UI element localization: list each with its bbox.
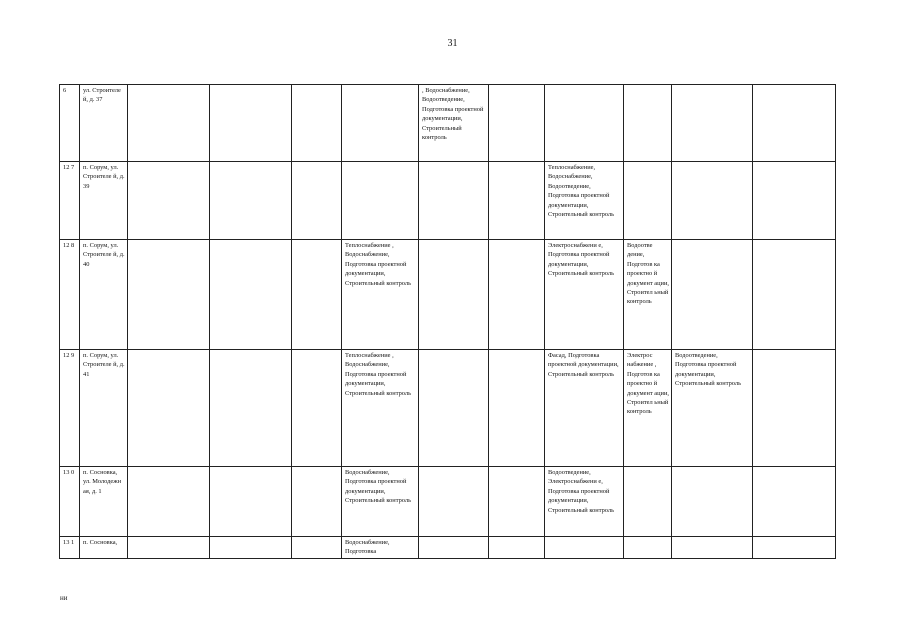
- address-cell: ул. Строителе й, д. 37: [80, 85, 128, 162]
- row-number-cell: 12 8: [60, 240, 80, 350]
- works-cell: [753, 537, 836, 559]
- works-cell: [292, 350, 342, 467]
- works-cell: Водоснабжение, Подготовка проектной документации, Строительный контроль: [342, 467, 419, 537]
- works-cell: [292, 467, 342, 537]
- works-cell: [753, 467, 836, 537]
- works-cell: [672, 85, 753, 162]
- works-table: [59, 84, 836, 559]
- works-cell: [753, 240, 836, 350]
- works-cell: [753, 85, 836, 162]
- works-cell: [672, 240, 753, 350]
- table-row: [60, 467, 836, 537]
- table-row: [60, 537, 836, 559]
- address-cell: п. Сосновка,: [80, 537, 128, 559]
- works-cell: [672, 467, 753, 537]
- works-cell: Фасад, Подготовка проектной документации, Строительный контроль: [545, 350, 624, 467]
- works-cell: Теплоснабжение , Водоснабжение, Подготовка проектной документации, Строительный контроль: [342, 350, 419, 467]
- works-cell: Водоотведение, Подготовка проектной документации, Строительный контроль: [672, 350, 753, 467]
- works-cell: [342, 162, 419, 240]
- footer-note: ни: [60, 594, 68, 602]
- works-cell: [753, 350, 836, 467]
- works-cell: [210, 537, 292, 559]
- works-cell: [292, 85, 342, 162]
- table-row: [60, 240, 836, 350]
- works-cell: [292, 537, 342, 559]
- works-cell: [419, 537, 489, 559]
- works-cell: [545, 537, 624, 559]
- works-cell: Теплоснабжение , Водоснабжение, Подготовка проектной документации, Строительный контроль: [342, 240, 419, 350]
- row-number-cell: 13 0: [60, 467, 80, 537]
- works-cell: [489, 350, 545, 467]
- works-cell: [489, 85, 545, 162]
- address-cell: п. Сорум, ул. Строителе й, д. 40: [80, 240, 128, 350]
- row-number-cell: 12 7: [60, 162, 80, 240]
- table-row: [60, 85, 836, 162]
- works-cell: [545, 85, 624, 162]
- works-cell: [489, 467, 545, 537]
- works-cell: [489, 537, 545, 559]
- works-cell: [753, 162, 836, 240]
- works-cell: [128, 240, 210, 350]
- works-cell: , Водоснабжение, Водоотведение, Подготовка проектной документации, Строительный контроль: [419, 85, 489, 162]
- works-cell: [292, 162, 342, 240]
- works-cell: [210, 467, 292, 537]
- works-cell: [489, 240, 545, 350]
- row-number-cell: 6: [60, 85, 80, 162]
- works-cell: [419, 240, 489, 350]
- works-cell: Теплоснабжение, Водоснабжение, Водоотведение, Подготовка проектной документации, Строительный контроль: [545, 162, 624, 240]
- works-cell: [489, 162, 545, 240]
- works-cell: [128, 162, 210, 240]
- works-cell: Водоотве дение, Подготов ка проектно й документ ации, Строител ьный контроль: [624, 240, 672, 350]
- table-row: [60, 162, 836, 240]
- page-number: 31: [447, 38, 458, 49]
- works-cell: [419, 162, 489, 240]
- works-cell: [342, 85, 419, 162]
- address-cell: п. Сосновка, ул. Молодежн ая, д. 1: [80, 467, 128, 537]
- row-number-cell: 12 9: [60, 350, 80, 467]
- works-cell: [624, 537, 672, 559]
- table-row: [60, 350, 836, 467]
- row-number-cell: 13 1: [60, 537, 80, 559]
- works-cell: [210, 350, 292, 467]
- address-cell: п. Сорум, ул. Строителе й, д. 39: [80, 162, 128, 240]
- works-cell: [419, 350, 489, 467]
- works-cell: Водоснабжение, Подготовка: [342, 537, 419, 559]
- works-cell: [128, 467, 210, 537]
- works-cell: [128, 85, 210, 162]
- works-cell: [128, 350, 210, 467]
- works-cell: Водоотведение, Электроснабжени е, Подготовка проектной документации, Строительный контроль: [545, 467, 624, 537]
- works-cell: [210, 162, 292, 240]
- works-cell: [419, 467, 489, 537]
- works-cell: [210, 240, 292, 350]
- works-cell: [624, 467, 672, 537]
- works-cell: Электрос набжение , Подготов ка проектно й документ ации, Строител ьный контроль: [624, 350, 672, 467]
- works-cell: [672, 162, 753, 240]
- works-cell: Электроснабжени е, Подготовка проектной документации, Строительный контроль: [545, 240, 624, 350]
- works-cell: [624, 85, 672, 162]
- works-cell: [292, 240, 342, 350]
- works-cell: [128, 537, 210, 559]
- works-cell: [624, 162, 672, 240]
- works-cell: [672, 537, 753, 559]
- address-cell: п. Сорум, ул. Строителе й, д. 41: [80, 350, 128, 467]
- works-cell: [210, 85, 292, 162]
